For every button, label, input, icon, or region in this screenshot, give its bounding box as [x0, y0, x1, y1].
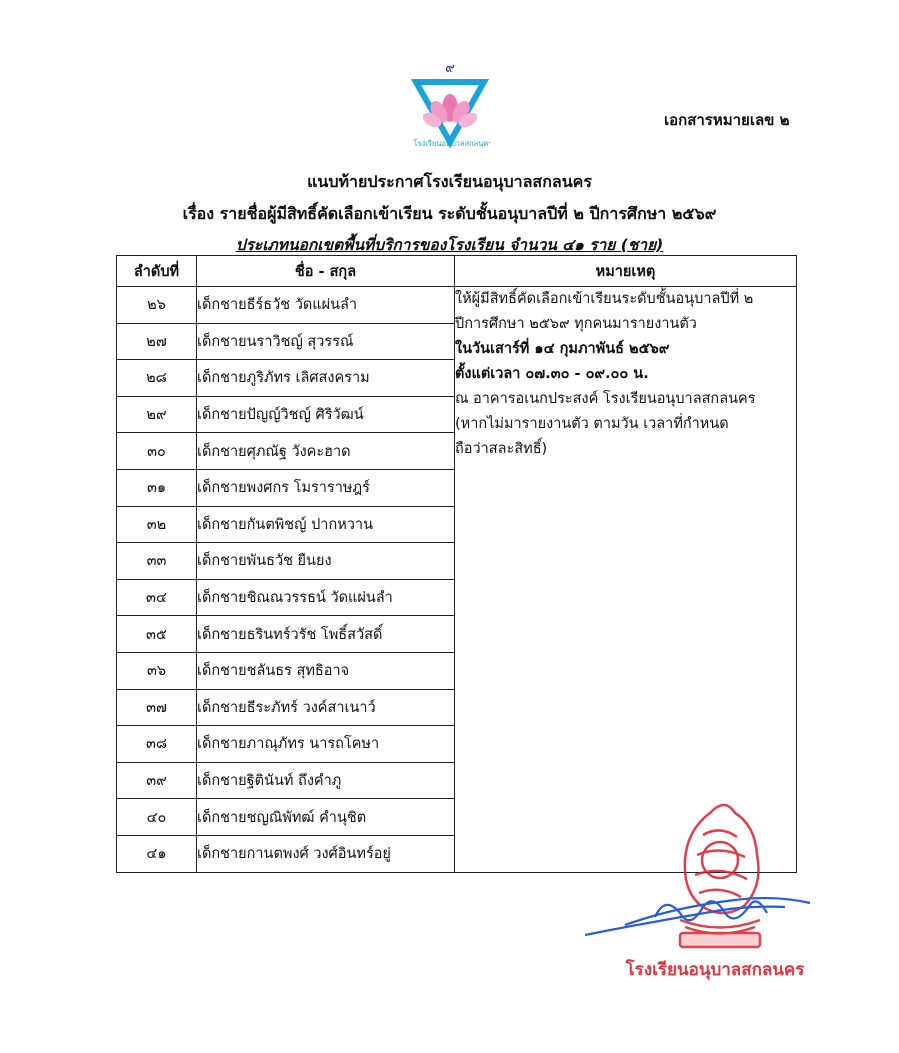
- official-seal: [585, 795, 815, 990]
- row-name: เด็กชายธีระภัทร์ วงค์สาเนาว์: [197, 689, 455, 726]
- announcement-subject: เรื่อง รายชื่อผู้มีสิทธิ์คัดเลือกเข้าเรียน ระดับชั้นอนุบาลปีที่ ๒ ปีการศึกษา ๒๕๖๙: [182, 204, 717, 223]
- column-header-number: ลำดับที่: [117, 256, 197, 287]
- row-number: ๔๐: [117, 799, 197, 836]
- row-name: เด็กชายกันตพิชญ์ ปากหวาน: [197, 506, 455, 543]
- remark-line: (หากไม่มารายงานตัว ตามวัน เวลาที่กำหนด: [455, 416, 729, 432]
- row-name: เด็กชายปัญญ์วิชญ์ ศิริวัฒน์: [197, 396, 455, 433]
- remark-line: ปีการศึกษา ๒๕๖๙ ทุกคนมารายงานตัว: [455, 316, 697, 332]
- row-name: เด็กชายภูริภัทร เลิศสงคราม: [197, 360, 455, 397]
- school-logo-icon: [410, 60, 490, 152]
- row-name: เด็กชายกานตพงศ์ วงศ์อินทร์อยู่: [197, 835, 455, 872]
- applicant-table: [116, 255, 797, 873]
- remark-cell: [455, 287, 797, 873]
- row-number: ๓๙: [117, 762, 197, 799]
- row-name: เด็กชายพันธวัช ยืนยง: [197, 543, 455, 580]
- row-name: เด็กชายพงศกร โมราราษฎร์: [197, 469, 455, 506]
- seal-text: โรงเรียนอนุบาลสกลนคร: [625, 960, 805, 980]
- row-number: ๓๗: [117, 689, 197, 726]
- row-number: ๓๘: [117, 726, 197, 763]
- logo-text: โรงเรียนอนุบาลสกลนคร: [413, 139, 490, 148]
- row-name: เด็กชายธีร์ธวัช วัดแผ่นลำ: [197, 287, 455, 324]
- row-name: เด็กชายชลันธร สุทธิอาจ: [197, 652, 455, 689]
- logo-numeral: ๙: [445, 61, 455, 76]
- remark-time: ตั้งแต่เวลา ๐๗.๓๐ - ๐๙.๐๐ น.: [455, 366, 649, 382]
- row-number: ๓๑: [117, 469, 197, 506]
- row-name: เด็กชายนราวิชญ์ สุวรรณ์: [197, 323, 455, 360]
- row-number: ๒๙: [117, 396, 197, 433]
- column-header-name: ชื่อ - สกุล: [197, 256, 455, 287]
- row-number: ๓๖: [117, 652, 197, 689]
- row-name: เด็กชายฐิตินันท์ ถึงคำภู: [197, 762, 455, 799]
- remark-line: ถือว่าสละสิทธิ์): [455, 441, 548, 457]
- row-name: เด็กชายชญณิพัทฒ์ คำนุชิต: [197, 799, 455, 836]
- row-number: ๓๐: [117, 433, 197, 470]
- row-number: ๒๘: [117, 360, 197, 397]
- row-name: เด็กชายศุภณัฐ วังคะฮาด: [197, 433, 455, 470]
- table-row: [117, 287, 797, 324]
- remark-location: ณ อาคารอเนกประสงค์ โรงเรียนอนุบาลสกลนคร: [455, 391, 756, 407]
- table-header-row: [117, 256, 797, 287]
- document-number: เอกสารหมายเลข ๒: [664, 111, 790, 129]
- row-name: เด็กชายธรินทร์วรัช โพธิ์สวัสดิ์: [197, 616, 455, 653]
- row-name: เด็กชายชิณณวรรธน์ วัดแผ่นลำ: [197, 579, 455, 616]
- row-number: ๓๔: [117, 579, 197, 616]
- remark-date: ในวันเสาร์ที่ ๑๔ กุมภาพันธ์ ๒๕๖๙: [455, 341, 670, 357]
- column-header-remark: หมายเหตุ: [455, 256, 797, 287]
- row-number: ๔๑: [117, 835, 197, 872]
- school-logo: [410, 60, 490, 152]
- official-seal-icon: [585, 795, 815, 990]
- row-number: ๓๓: [117, 543, 197, 580]
- row-number: ๓๕: [117, 616, 197, 653]
- remark-line: ให้ผู้มีสิทธิ์คัดเลือกเข้าเรียนระดับชั้นอนุบาลปีที่ ๒: [455, 291, 754, 307]
- row-name: เด็กชายภาณุภัทร นารถโคษา: [197, 726, 455, 763]
- row-number: ๒๗: [117, 323, 197, 360]
- announcement-category: ประเภทนอกเขตพื้นที่บริการของโรงเรียน จำนวน ๔๑ ราย (ชาย): [235, 236, 664, 254]
- row-number: ๓๒: [117, 506, 197, 543]
- row-number: ๒๖: [117, 287, 197, 324]
- announcement-title: แนบท้ายประกาศโรงเรียนอนุบาลสกลนคร: [307, 172, 592, 191]
